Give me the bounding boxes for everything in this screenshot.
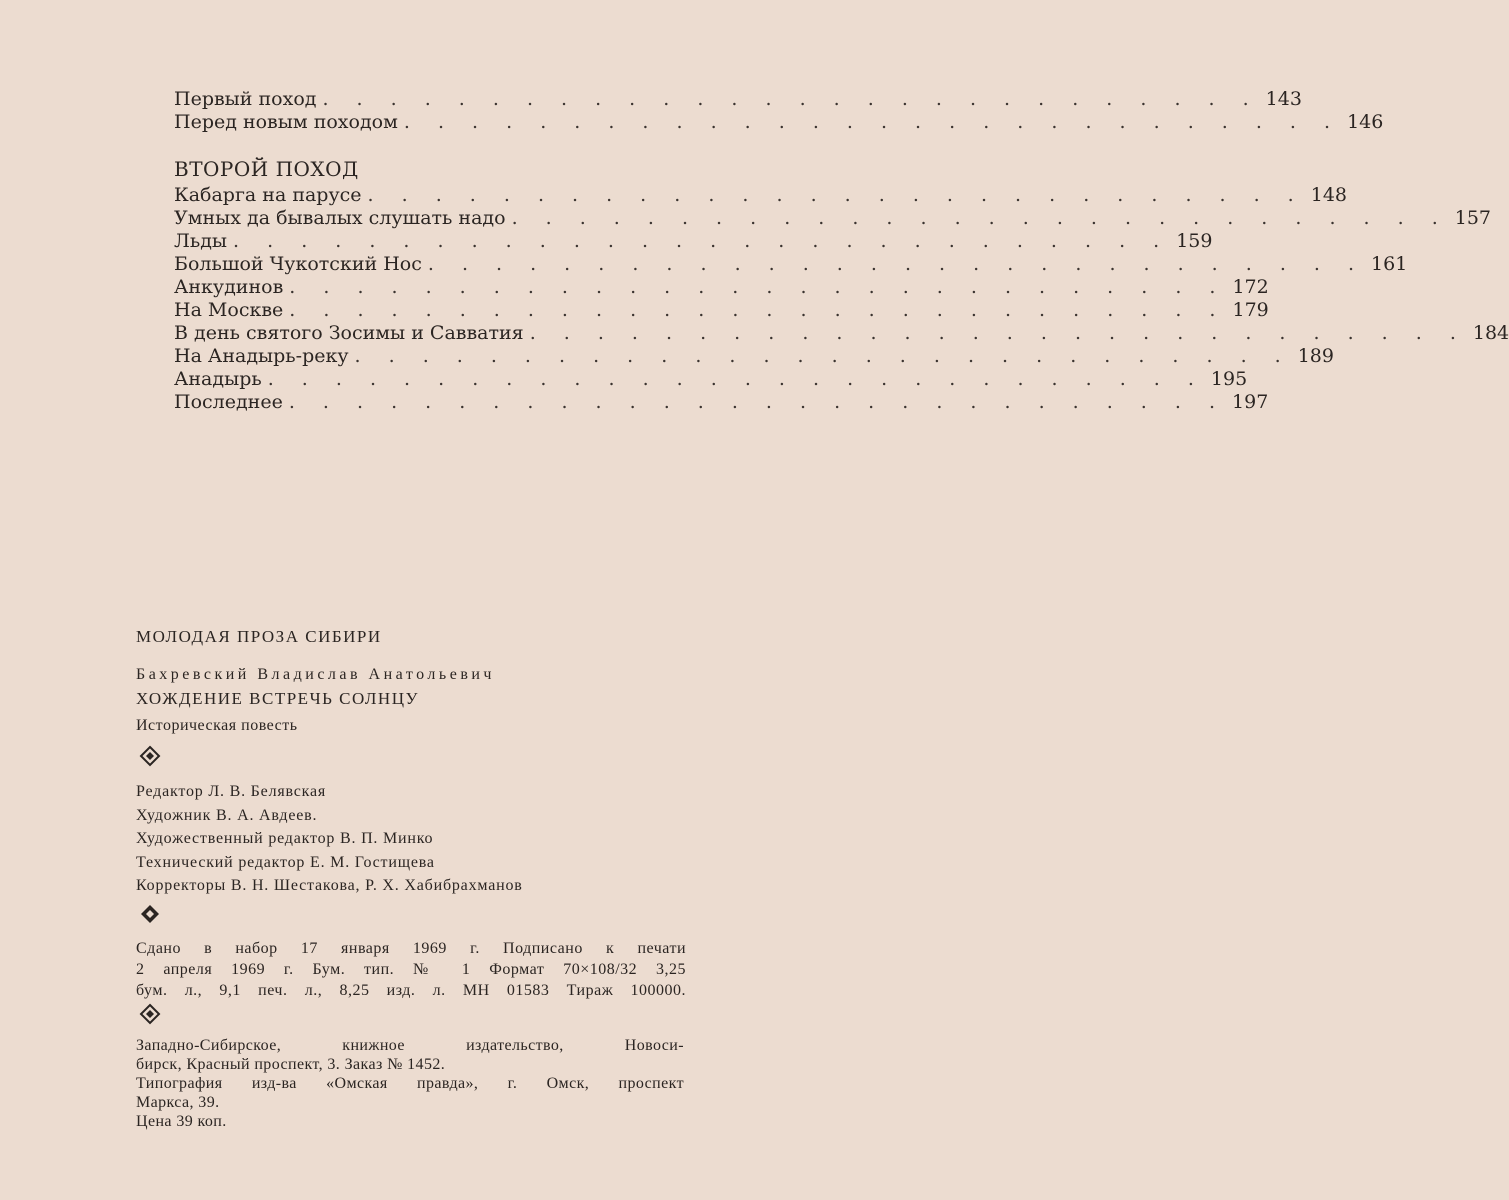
toc-entry-title: Перед новым походом — [174, 111, 398, 133]
series-title: МОЛОДАЯ ПРОЗА СИБИРИ — [136, 627, 382, 646]
toc-entry — [174, 391, 1269, 414]
credit-line: Редактор Л. В. Белявская — [136, 783, 327, 800]
toc-leader-dots: . . . . . . . . . . . . . . . . . . . . . . . . . . . . — [289, 276, 1227, 298]
toc-entry-page: 197 — [1232, 391, 1269, 413]
toc-entry-title: Последнее — [174, 391, 283, 413]
publisher-line: Типография изд-ва «Омская правда», г. Омск, проспект — [136, 1075, 684, 1092]
toc-leader-dots: . . . . . . . . . . . . . . . . . . . . . . . . . . . . — [529, 322, 1467, 344]
toc-entry — [174, 322, 1509, 345]
toc-entry — [174, 368, 1248, 391]
print-info-line: Сдано в набор 17 января 1969 г. Подписано к печати — [136, 940, 686, 957]
toc-leader-dots: . . . . . . . . . . . . . . . . . . . . . . . . . . . . — [233, 230, 1171, 252]
diamond-ornament-icon — [140, 746, 160, 766]
toc-entry-title: На Анадырь-реку — [174, 345, 349, 367]
toc-entry-title: Льды — [174, 230, 228, 252]
toc-entry-page: 143 — [1265, 88, 1302, 110]
toc-entry-page: 172 — [1232, 276, 1269, 298]
toc-leader-dots: . . . . . . . . . . . . . . . . . . . . . . . . . . . . — [367, 184, 1305, 206]
toc-entry-page: 189 — [1297, 345, 1334, 367]
credits-block — [136, 780, 696, 898]
toc-leader-dots: . . . . . . . . . . . . . . . . . . . . . . . . . . . . — [289, 299, 1227, 321]
toc-entry-page: 148 — [1310, 184, 1347, 206]
toc-leader-dots: . . . . . . . . . . . . . . . . . . . . . . . . . . . . — [322, 88, 1260, 110]
toc-entry-page: 195 — [1210, 368, 1248, 390]
publisher-line: Западно-Сибирское, книжное издательство, Новоси- — [136, 1037, 684, 1054]
toc-section-heading: ВТОРОЙ ПОХОД — [174, 157, 359, 181]
credit-line: Художественный редактор В. П. Минко — [136, 830, 434, 847]
diamond-ornament-icon — [140, 904, 160, 924]
table-of-contents — [174, 88, 1509, 414]
author-name: Бахревский Владислав Анатольевич — [136, 666, 495, 683]
book-genre: Историческая повесть — [136, 717, 298, 734]
toc-entry — [174, 111, 1384, 134]
toc-entry — [174, 345, 1334, 368]
toc-entry-page: 184 — [1472, 322, 1509, 344]
publisher-line: бирск, Красный проспект, 3. Заказ № 1452. — [136, 1056, 446, 1073]
toc-entry — [174, 184, 1347, 207]
toc-entry-title: Первый поход — [174, 88, 317, 110]
print-info-line: 2 апреля 1969 г. Бум. тип. № 1 Формат 70×108/32 3,25 — [136, 961, 686, 978]
book-title: ХОЖДЕНИЕ ВСТРЕЧЬ СОЛНЦУ — [136, 689, 420, 708]
print-info-line: бум. л., 9,1 печ. л., 8,25 изд. л. МН 01583 Тираж 100000. — [136, 982, 686, 999]
credit-line: Художник В. А. Авдеев. — [136, 806, 318, 824]
credit-line: Технический редактор Е. М. Гостищева — [136, 853, 435, 871]
print-info-block — [136, 938, 686, 1001]
toc-entry-title: Умных да бывалых слушать надо — [174, 207, 506, 229]
toc-entry — [174, 230, 1213, 253]
toc-entry-page: 157 — [1454, 207, 1492, 229]
toc-leader-dots: . . . . . . . . . . . . . . . . . . . . . . . . . . . . — [354, 345, 1292, 367]
toc-entry-page: 146 — [1347, 111, 1384, 133]
toc-entry-title: Анкудинов — [174, 276, 284, 298]
diamond-ornament-icon — [140, 1004, 160, 1024]
toc-leader-dots: . . . . . . . . . . . . . . . . . . . . . . . . . . . . — [267, 368, 1205, 390]
toc-entry-page: 161 — [1371, 253, 1408, 275]
toc-entry-page: 159 — [1176, 230, 1213, 252]
toc-entry-title: Большой Чукотский Нос — [174, 253, 422, 275]
toc-entry-title: На Москве — [174, 299, 284, 321]
publisher-block — [136, 1036, 684, 1131]
toc-entry-page: 179 — [1232, 299, 1269, 321]
credit-line: Корректоры В. Н. Шестакова, Р. Х. Хабибрахманов — [136, 877, 523, 894]
toc-entry — [174, 253, 1408, 276]
toc-leader-dots: . . . . . . . . . . . . . . . . . . . . . . . . . . . . — [403, 111, 1342, 133]
toc-leader-dots: . . . . . . . . . . . . . . . . . . . . . . . . . . . . — [511, 207, 1449, 229]
price-line: Цена 39 коп. — [136, 1113, 227, 1130]
toc-leader-dots: . . . . . . . . . . . . . . . . . . . . . . . . . . . . — [288, 391, 1227, 413]
toc-leader-dots: . . . . . . . . . . . . . . . . . . . . . . . . . . . . — [427, 253, 1366, 275]
toc-entry-title: В день святого Зосимы и Савватия — [174, 322, 524, 344]
publisher-line: Маркса, 39. — [136, 1094, 220, 1111]
toc-entry — [174, 88, 1302, 111]
toc-entry — [174, 207, 1492, 230]
toc-entry — [174, 299, 1269, 322]
toc-entry-title: Анадырь — [174, 368, 262, 390]
toc-entry-title: Кабарга на парусе — [174, 184, 362, 206]
toc-entry — [174, 276, 1269, 299]
